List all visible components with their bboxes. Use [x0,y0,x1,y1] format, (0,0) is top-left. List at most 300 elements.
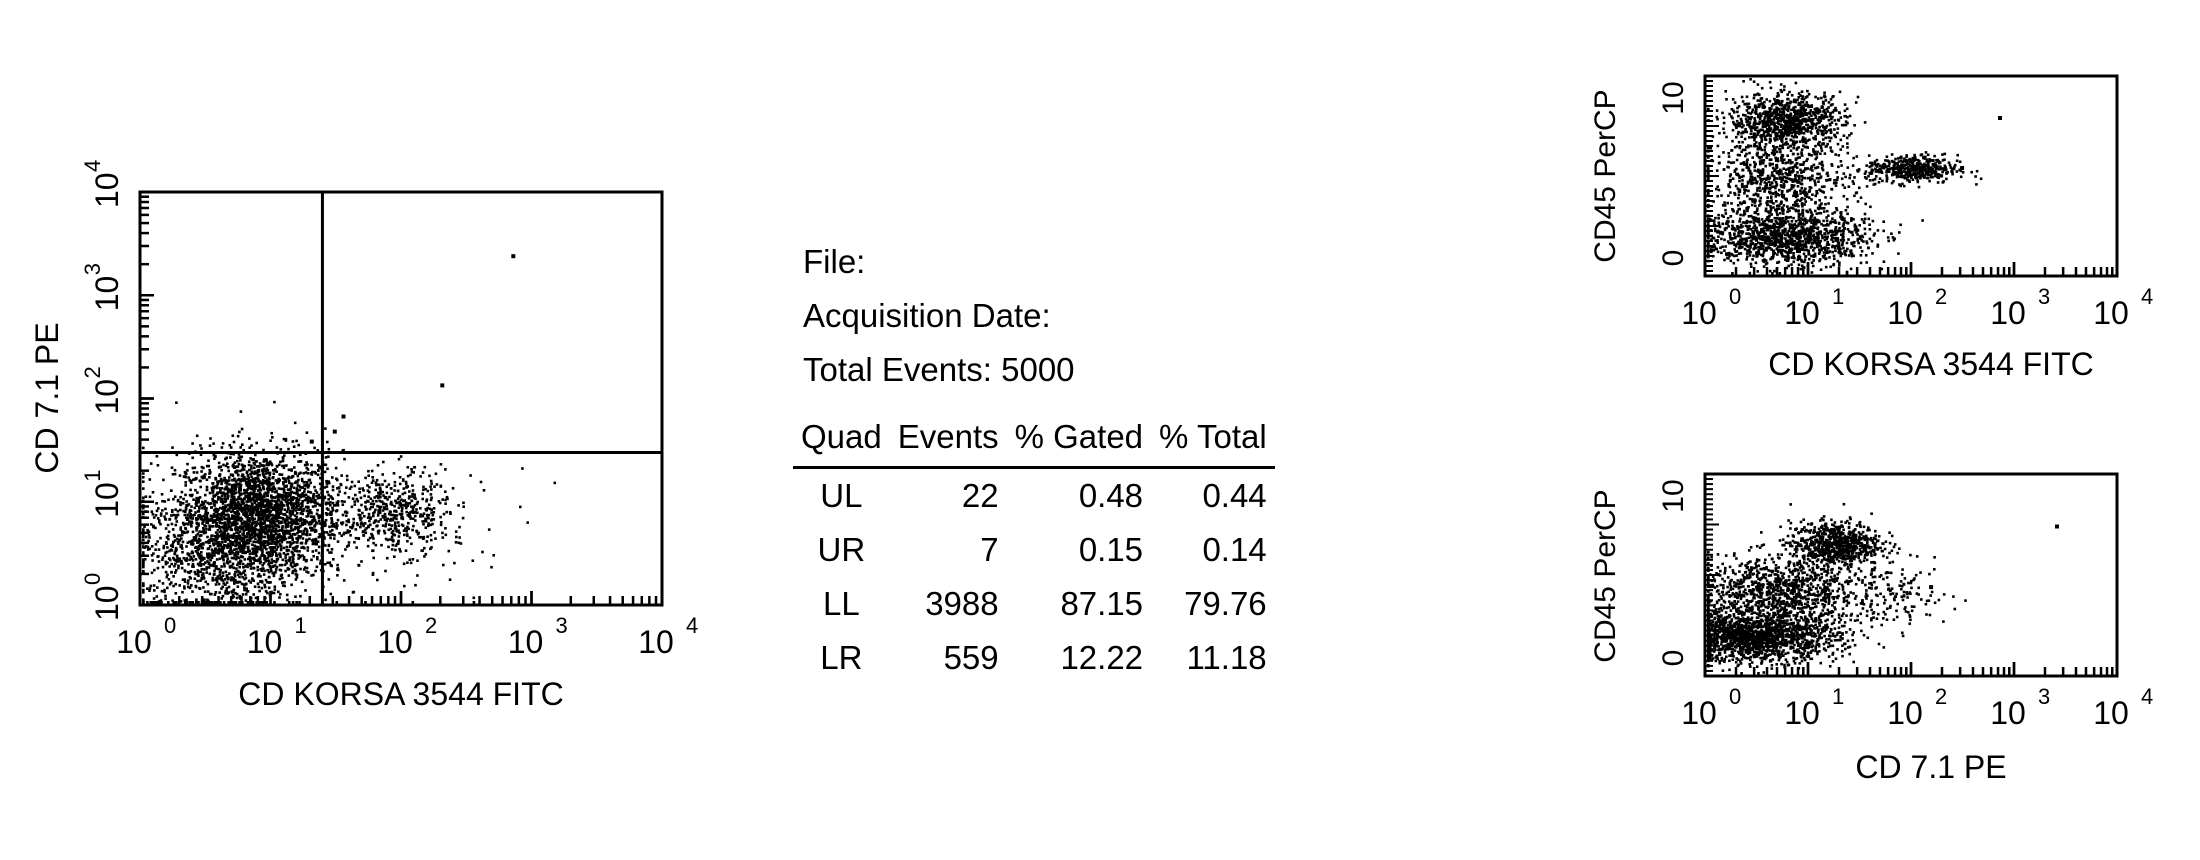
event-point [434,537,437,540]
event-point [1806,101,1809,104]
event-point [1745,146,1748,149]
event-point [312,519,315,522]
event-point [283,547,286,550]
event-point [240,560,243,563]
event-point [473,601,476,604]
event-point [246,519,249,522]
events-cell: 22 [890,468,1007,524]
event-point [142,570,145,573]
event-point [1736,111,1739,114]
event-point [234,516,237,519]
event-point [271,565,274,568]
event-point [345,486,348,489]
event-point [1707,167,1710,170]
event-point [296,550,299,553]
event-point [174,551,177,554]
event-point [259,492,262,495]
event-point [237,435,240,438]
event-point [1738,122,1741,125]
event-point [296,541,299,544]
event-point [285,464,288,467]
event-point [274,564,277,567]
event-point [380,506,383,509]
event-point [1830,98,1833,101]
event-point [309,479,312,482]
event-point [157,507,160,510]
event-point [282,584,285,587]
event-point [189,509,192,512]
event-point [288,498,291,501]
total-cell: 79.76 [1151,577,1275,631]
event-point [1745,121,1748,124]
event-point [209,593,212,596]
event-point [462,517,465,520]
event-point [1812,137,1815,140]
event-point [1808,111,1811,114]
event-point [384,532,387,535]
event-point [440,521,443,524]
event-point [430,480,433,483]
event-point [1746,109,1749,112]
event-point [250,465,253,468]
event-point [228,586,231,589]
event-point [328,448,331,451]
event-point [195,601,198,604]
event-point [1814,111,1817,114]
event-point [171,509,174,512]
event-point [164,595,167,598]
event-point [234,521,237,524]
event-point [317,497,320,500]
event-point [394,481,397,484]
event-point [231,566,234,569]
event-point [406,540,409,543]
event-point [403,504,406,507]
event-point [218,591,221,594]
event-point [237,514,240,517]
event-point [1765,143,1768,146]
event-point [193,555,196,558]
event-point [238,491,241,494]
event-point [239,517,242,520]
x-tick-label: 10 [638,624,674,660]
event-point [390,487,393,490]
y-tick-label: 10 [89,482,125,518]
event-point [1729,186,1732,189]
event-point [1780,135,1783,138]
event-point [1800,112,1803,115]
event-point [187,582,190,585]
event-point [142,563,145,566]
event-point [1764,125,1767,128]
event-point [1753,117,1756,120]
event-point [297,460,300,463]
event-point [292,522,295,525]
event-point [295,440,298,443]
event-point [201,578,204,581]
event-point [1816,130,1819,133]
event-point [393,472,396,475]
event-point [161,500,164,503]
event-point [234,579,237,582]
event-point [1772,112,1775,115]
event-point [1788,105,1791,108]
event-point [480,481,483,484]
event-point [406,561,409,564]
event-point [1749,198,1752,201]
event-point [1789,139,1792,142]
event-point [1832,95,1835,98]
event-point [157,464,160,467]
event-point [351,481,354,484]
event-point [372,479,375,482]
event-point [265,548,268,551]
event-point [367,495,370,498]
event-point [407,522,410,525]
event-point [266,492,269,495]
event-point [402,525,405,528]
event-point [1830,128,1833,131]
event-point [1744,130,1747,133]
event-point [305,570,308,573]
event-point [170,571,173,574]
event-point [297,444,300,447]
event-point [302,537,305,540]
event-point [357,500,360,503]
event-point [177,510,180,513]
event-point [355,537,358,540]
event-point [196,471,199,474]
event-point [191,565,194,568]
event-point [285,559,288,562]
event-point [285,480,288,483]
event-point [351,527,354,530]
event-point [448,550,451,553]
event-point [281,473,284,476]
event-point [142,551,145,554]
event-point [1829,112,1832,115]
event-point [1833,128,1836,131]
event-point [210,502,213,505]
event-point [1776,111,1779,114]
event-point [209,492,212,495]
event-point [152,526,155,529]
event-point [406,533,409,536]
event-point [252,541,255,544]
event-point [1753,94,1756,97]
event-point [1796,112,1799,115]
y-tick-label: 10 [89,379,125,415]
event-point [1801,98,1804,101]
event-point [224,521,227,524]
event-point [300,460,303,463]
event-point [402,500,405,503]
event-point [148,548,151,551]
event-point [331,521,334,524]
event-point [250,476,253,479]
event-point [399,483,402,486]
event-point [290,491,293,494]
event-point [219,558,222,561]
quad-cell: UR [793,523,890,577]
event-point [1740,120,1743,123]
event-point [213,495,216,498]
event-point [268,485,271,488]
event-point [223,528,226,531]
event-point [230,505,233,508]
event-point [328,545,331,548]
event-point [199,444,202,447]
event-point [364,601,367,604]
event-point [1855,101,1858,104]
event-point [245,490,248,493]
event-point [1837,119,1840,122]
event-point [251,526,254,529]
event-point [296,574,299,577]
event-point [160,514,163,517]
event-point [1756,93,1759,96]
events-cell: 7 [890,523,1007,577]
event-point [167,524,170,527]
event-point [268,483,271,486]
event-point [188,520,191,523]
event-point [422,471,425,474]
event-point [289,545,292,548]
event-point [1827,136,1830,139]
event-point [205,568,208,571]
event-point [332,502,335,505]
event-point [200,571,203,574]
event-point [360,560,363,563]
event-point [409,502,412,505]
event-point [1794,106,1797,109]
event-point [281,521,284,524]
event-point [318,520,321,523]
event-point [222,595,225,598]
event-point [250,507,253,510]
event-point [284,478,287,481]
event-point [142,591,145,594]
event-point [251,472,254,475]
event-point [224,488,227,491]
event-point [216,581,219,584]
event-point [297,502,300,505]
event-point [241,464,244,467]
event-point [142,560,145,563]
event-point [311,471,314,474]
event-point [219,516,222,519]
event-point [1824,196,1827,199]
event-point [1764,117,1767,120]
event-point [280,448,283,451]
tr-points [1707,78,2002,275]
event-point [255,460,258,463]
event-point [257,508,260,511]
event-point [263,459,266,462]
event-point [220,478,223,481]
event-point [1815,115,1818,118]
event-point [436,483,439,486]
event-point [1762,126,1765,129]
event-point [294,527,297,530]
event-point [365,508,368,511]
event-point [353,500,356,503]
event-point [178,584,181,587]
event-point [1834,119,1837,122]
event-point [192,467,195,470]
event-point [290,562,293,565]
event-point [1773,124,1776,127]
event-point [266,488,269,491]
event-point [311,527,314,530]
event-point [179,504,182,507]
event-point [330,513,333,516]
event-point [234,483,237,486]
event-point [426,535,429,538]
event-point [151,601,154,604]
event-point [289,543,292,546]
event-point [430,488,433,491]
event-point [336,601,339,604]
event-point [296,512,299,515]
event-point [285,525,288,528]
event-point [228,572,231,575]
event-point [294,595,297,598]
event-point [346,520,349,523]
event-point [1722,128,1725,131]
event-point [230,499,233,502]
event-point [416,512,419,515]
event-point [305,461,308,464]
event-point [235,567,238,570]
event-point [291,499,294,502]
event-point [266,569,269,572]
event-point [1764,146,1767,149]
event-point [370,533,373,536]
event-point [325,480,328,483]
event-point [326,514,329,517]
event-point [189,489,192,492]
event-point [354,503,357,506]
event-point [222,571,225,574]
event-point [177,534,180,537]
event-point [381,483,384,486]
event-point [348,496,351,499]
event-point [185,545,188,548]
event-point [285,495,288,498]
event-point [326,468,329,471]
event-point [174,508,177,511]
event-point [184,471,187,474]
event-point [1782,109,1785,112]
event-point [1821,124,1824,127]
event-point [295,537,298,540]
event-point [239,483,242,486]
event-point [1732,177,1735,180]
event-point [213,457,216,460]
event-point [262,482,265,485]
total-events-line [803,343,1075,397]
event-point [1846,122,1849,125]
event-point [202,467,205,470]
event-point [273,401,276,404]
total-events-value: 5000 [1001,351,1074,388]
event-point [1797,153,1800,156]
event-point [292,510,295,513]
event-point [1776,138,1779,141]
event-point [192,559,195,562]
event-point [1829,115,1832,118]
event-point [368,486,371,489]
event-point [428,475,431,478]
event-point [329,504,332,507]
event-point [242,522,245,525]
event-point [224,540,227,543]
event-point [483,489,486,492]
event-point [293,466,296,469]
event-point [1716,118,1719,121]
event-point [202,586,205,589]
event-point [235,548,238,551]
event-point [424,488,427,491]
event-point [422,486,425,489]
event-point [260,546,263,549]
event-point [239,530,242,533]
event-point [233,490,236,493]
event-point [409,537,412,540]
event-point [1778,129,1781,132]
event-point [243,498,246,501]
event-point [254,585,257,588]
event-point [248,480,251,483]
event-point [1770,87,1773,90]
event-point [226,528,229,531]
event-point [235,551,238,554]
event-point [150,462,153,465]
event-point [369,508,372,511]
event-point [1752,109,1755,112]
event-point [220,498,223,501]
event-point [328,526,331,529]
event-point [431,518,434,521]
event-point [251,543,254,546]
event-point [303,558,306,561]
event-point [162,479,165,482]
event-point [249,560,252,563]
event-point [155,502,158,505]
event-point [1716,109,1719,112]
event-point [268,562,271,565]
event-point [1786,102,1789,105]
event-point [222,574,225,577]
event-point [225,571,228,574]
event-point [267,516,270,519]
x-tick-exponent: 4 [686,613,698,638]
event-point [242,474,245,477]
event-point [421,520,424,523]
event-point [200,470,203,473]
x-tick-label: 10 [377,624,413,660]
event-point [245,593,248,596]
event-point [317,503,320,506]
event-point [348,541,351,544]
event-point [290,551,293,554]
event-point [286,519,289,522]
event-point [271,539,274,542]
event-point [1725,98,1728,101]
event-point [172,575,175,578]
event-point [221,541,224,544]
